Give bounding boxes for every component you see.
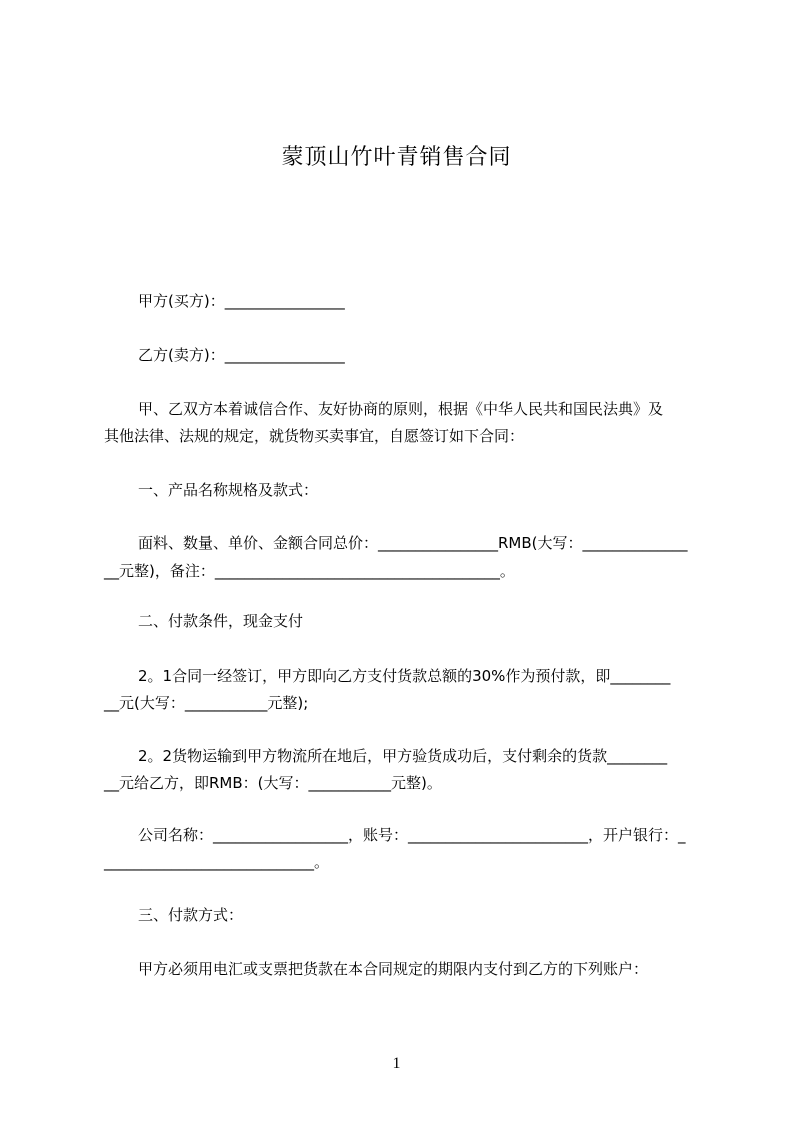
account-info-line-2: ____________________________。	[104, 853, 330, 871]
section-1-heading: 一、产品名称规格及款式：	[138, 481, 319, 499]
section-1-line-1: 面料、数量、单价、金额合同总价：________________RMB(大写：______________	[138, 534, 688, 552]
section-2-heading: 二、付款条件，现金支付	[138, 612, 304, 630]
intro-paragraph-line-1: 甲、乙双方本着诚信合作、友好协商的原则，根据《中华人民共和国民法典》及	[138, 400, 664, 418]
clause-2-1-line-1: 2。1合同一经签订，甲方即向乙方支付货款总额的30%作为预付款，即________	[138, 667, 671, 685]
clause-2-2-line-2: __元给乙方，即RMB：(大写：___________元整)。	[104, 774, 442, 792]
section-3-heading: 三、付款方式：	[138, 906, 244, 924]
clause-2-2-line-1: 2。2货物运输到甲方物流所在地后，甲方验货成功后，支付剩余的货款________	[138, 747, 668, 765]
page-number: 1	[392, 1055, 401, 1072]
section-1-line-2: __元整)，备注：______________________________________。	[104, 562, 515, 580]
document-title: 蒙顶山竹叶青销售合同	[281, 145, 512, 170]
party-b-line: 乙方(卖方)：________________	[138, 346, 345, 364]
section-3-line-1: 甲方必须用电汇或支票把货款在本合同规定的期限内支付到乙方的下列账户：	[138, 960, 649, 978]
intro-paragraph-line-2: 其他法律、法规的规定，就货物买卖事宜，自愿签订如下合同：	[104, 427, 525, 445]
party-a-line: 甲方(买方)：________________	[138, 292, 345, 310]
clause-2-1-line-2: __元(大写：___________元整);	[104, 694, 309, 712]
account-info-line-1: 公司名称：__________________，账号：________________________，开户银行：_	[138, 826, 686, 844]
